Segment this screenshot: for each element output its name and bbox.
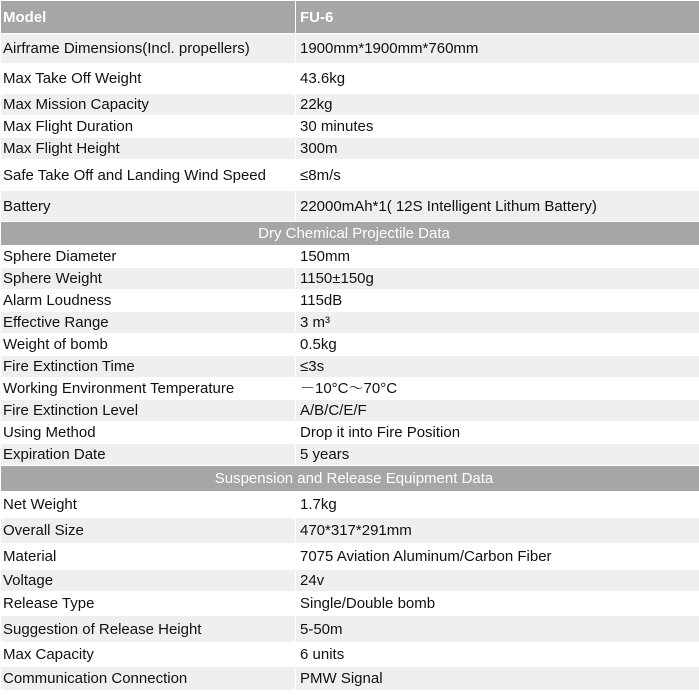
table-row	[1, 191, 699, 222]
row-label: Overall Size	[1, 518, 296, 544]
row-value: 30 minutes	[296, 116, 699, 138]
row-label: Max Flight Height	[1, 138, 296, 160]
table-row	[1, 422, 699, 444]
row-label: Voltage	[1, 570, 296, 592]
table-row	[1, 570, 699, 592]
row-label: Safe Take Off and Landing Wind Speed	[1, 160, 296, 191]
row-label: Fire Extinction Level	[1, 400, 296, 422]
row-value: 150mm	[296, 246, 699, 268]
row-label: Effective Range	[1, 312, 296, 334]
row-value: PMW Signal	[296, 667, 699, 691]
row-label: Battery	[1, 191, 296, 222]
table-row	[1, 378, 699, 400]
row-value: 1.7kg	[296, 492, 699, 518]
row-label: Weight of bomb	[1, 334, 296, 356]
table-row	[1, 356, 699, 378]
table-row	[1, 334, 699, 356]
header-label: Model	[1, 1, 296, 34]
row-label: Using Method	[1, 422, 296, 444]
row-value: －10°C～70°C	[296, 378, 699, 400]
row-label: Max Mission Capacity	[1, 94, 296, 116]
row-label: Communication Connection	[1, 667, 296, 691]
row-label: Max Capacity	[1, 643, 296, 667]
table-row	[1, 643, 699, 667]
row-value: 300m	[296, 138, 699, 160]
row-label: Suggestion of Release Height	[1, 616, 296, 643]
row-value: 0.5kg	[296, 334, 699, 356]
table-row	[1, 290, 699, 312]
table-row	[1, 544, 699, 570]
row-value: ≤8m/s	[296, 160, 699, 191]
table-row	[1, 518, 699, 544]
table-row	[1, 444, 699, 466]
header-value: FU-6	[296, 1, 699, 34]
section-title-projectile: Dry Chemical Projectile Data	[1, 222, 699, 246]
row-value: 6 units	[296, 643, 699, 667]
row-value: 1150±150g	[296, 268, 699, 290]
table-row	[1, 64, 699, 94]
row-value: 24v	[296, 570, 699, 592]
table-row	[1, 34, 699, 64]
section-header-row	[1, 222, 699, 246]
table-header-row	[1, 1, 699, 34]
row-label: Net Weight	[1, 492, 296, 518]
table-row	[1, 160, 699, 191]
row-value: 43.6kg	[296, 64, 699, 94]
row-value: 115dB	[296, 290, 699, 312]
table-row	[1, 667, 699, 691]
row-label: Sphere Diameter	[1, 246, 296, 268]
row-label: Material	[1, 544, 296, 570]
row-value: 5 years	[296, 444, 699, 466]
row-label: Alarm Loudness	[1, 290, 296, 312]
row-value: ≤3s	[296, 356, 699, 378]
table-row	[1, 312, 699, 334]
row-value: 470*317*291mm	[296, 518, 699, 544]
row-value: 1900mm*1900mm*760mm	[296, 34, 699, 64]
row-label: Airframe Dimensions(Incl. propellers)	[1, 34, 296, 64]
row-label: Max Flight Duration	[1, 116, 296, 138]
row-value: 5-50m	[296, 616, 699, 643]
section-title-release: Suspension and Release Equipment Data	[1, 466, 699, 492]
row-label: Sphere Weight	[1, 268, 296, 290]
table-row	[1, 94, 699, 116]
table-row	[1, 492, 699, 518]
table-row	[1, 246, 699, 268]
row-value: 22kg	[296, 94, 699, 116]
table-row	[1, 616, 699, 643]
row-value: A/B/C/E/F	[296, 400, 699, 422]
row-label: Release Type	[1, 592, 296, 616]
table-row	[1, 138, 699, 160]
section-header-row	[1, 466, 699, 492]
row-label: Working Environment Temperature	[1, 378, 296, 400]
row-label: Fire Extinction Time	[1, 356, 296, 378]
row-value: Single/Double bomb	[296, 592, 699, 616]
table-row	[1, 400, 699, 422]
table-row	[1, 592, 699, 616]
row-value: 22000mAh*1( 12S Intelligent Lithum Battery)	[296, 191, 699, 222]
row-label: Expiration Date	[1, 444, 296, 466]
row-value: Drop it into Fire Position	[296, 422, 699, 444]
row-value: 7075 Aviation Aluminum/Carbon Fiber	[296, 544, 699, 570]
row-label: Max Take Off Weight	[1, 64, 296, 94]
table-row	[1, 268, 699, 290]
table-row	[1, 116, 699, 138]
row-value: 3 m³	[296, 312, 699, 334]
